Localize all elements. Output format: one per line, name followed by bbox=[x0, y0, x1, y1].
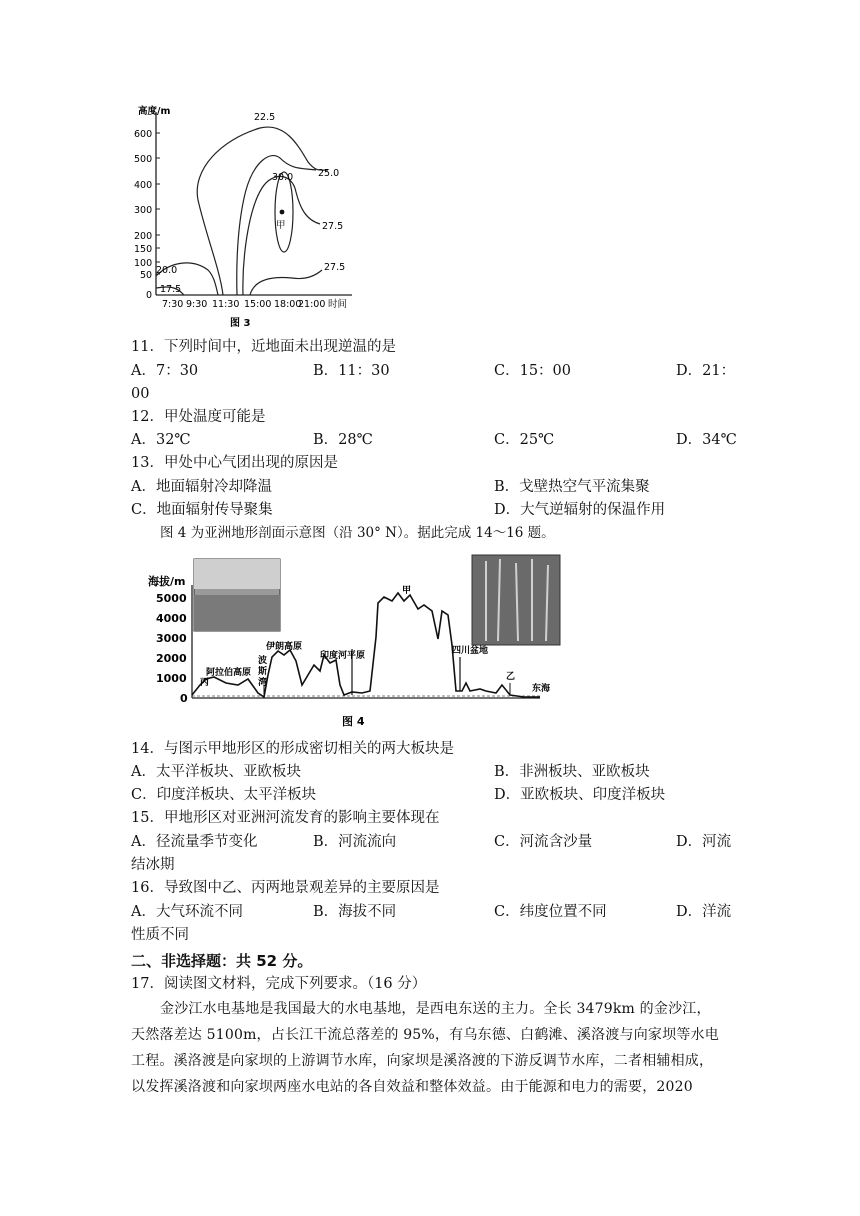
q13-option-a[interactable]: A．地面辐射冷却降温 bbox=[131, 479, 272, 495]
y-axis-title: 海拔/m bbox=[148, 575, 186, 588]
section-2-header: 二、非选择题：共 52 分。 bbox=[131, 952, 313, 970]
figure-4 bbox=[130, 545, 570, 735]
y-tick-200: 200 bbox=[134, 231, 153, 242]
q17-material-line-3: 工程。溪洛渡是向家坝的上游调节水库，向家坝是溪洛渡的下游反调节水库，二者相辅相成， bbox=[131, 1053, 714, 1069]
x-tick-0930: 9:30 bbox=[186, 299, 208, 310]
y-tick-0: 0 bbox=[146, 290, 153, 301]
q16-option-b[interactable]: B．海拔不同 bbox=[313, 904, 397, 920]
q12-stem: 12．甲处温度可能是 bbox=[131, 409, 266, 425]
contour-label-27-5-lower: 27.5 bbox=[324, 262, 346, 273]
y-tick-4000: 4000 bbox=[156, 612, 187, 625]
figure-3-caption: 图 3 bbox=[230, 318, 251, 329]
q12-option-d[interactable]: D．34℃ bbox=[676, 432, 737, 448]
y-tick-150: 150 bbox=[134, 244, 153, 255]
label-jia: 甲 bbox=[402, 586, 412, 596]
q16-stem: 16．导致图中乙、丙两地景观差异的主要原因是 bbox=[131, 880, 440, 896]
q13-option-d[interactable]: D．大气逆辐射的保温作用 bbox=[494, 502, 666, 518]
q16-option-a[interactable]: A．大气环流不同 bbox=[131, 904, 243, 920]
contour-label-25-0: 25.0 bbox=[318, 168, 340, 179]
q16-option-d-cont: 性质不同 bbox=[131, 927, 189, 943]
intro-14-16: 图 4 为亚洲地形剖面示意图（沿 30° N）。据此完成 14～16 题。 bbox=[160, 525, 555, 541]
x-tick-2100: 21:00 bbox=[298, 299, 326, 310]
x-axis-title: 时间 bbox=[328, 299, 348, 310]
q14-option-a[interactable]: A．太平洋板块、亚欧板块 bbox=[131, 764, 301, 780]
y-tick-600: 600 bbox=[134, 129, 153, 140]
label-bing: 丙 bbox=[200, 678, 210, 688]
point-jia-label: 甲 bbox=[276, 220, 286, 231]
q11-option-a[interactable]: A．7：30 bbox=[131, 363, 199, 379]
x-tick-1800: 18:00 bbox=[274, 299, 302, 310]
contour-label-17-5: 17.5 bbox=[160, 284, 182, 295]
y-axis-title: 高度/m bbox=[138, 106, 171, 117]
q15-option-c[interactable]: C．河流含沙量 bbox=[494, 834, 593, 850]
q16-option-c[interactable]: C．纬度位置不同 bbox=[494, 904, 607, 920]
label-iran-plateau: 伊朗高原 bbox=[266, 642, 303, 652]
q12-option-b[interactable]: B．28℃ bbox=[313, 432, 373, 448]
label-persian-1: 波 bbox=[258, 656, 268, 666]
contour-chart bbox=[120, 100, 390, 332]
q14-option-c[interactable]: C．印度洋板块、太平洋板块 bbox=[131, 787, 317, 803]
label-indus-plain: 印度河平原 bbox=[320, 651, 366, 661]
q15-option-b[interactable]: B．河流流向 bbox=[313, 834, 397, 850]
q13-stem: 13．甲处中心气团出现的原因是 bbox=[131, 455, 338, 471]
y-tick-100: 100 bbox=[134, 258, 153, 269]
q17-material-line-4: 以发挥溪洛渡和向家坝两座水电站的各自效益和整体效益。由于能源和电力的需要，2020 bbox=[131, 1079, 693, 1095]
q11-stem: 11．下列时间中，近地面未出现逆温的是 bbox=[131, 339, 396, 355]
y-tick-5000: 5000 bbox=[156, 592, 187, 605]
y-tick-50: 50 bbox=[140, 270, 153, 281]
point-jia-marker bbox=[280, 210, 285, 215]
q13-option-b[interactable]: B．戈壁热空气平流集聚 bbox=[494, 479, 650, 495]
label-arabia-plateau: 阿拉伯高原 bbox=[206, 668, 252, 678]
q15-stem: 15．甲地形区对亚洲河流发育的影响主要体现在 bbox=[131, 810, 440, 826]
q11-option-d[interactable]: D．21： bbox=[676, 363, 736, 379]
label-sichuan-basin: 四川盆地 bbox=[452, 646, 489, 656]
contour-label-30-0: 30.0 bbox=[272, 172, 294, 183]
q17-stem: 17．阅读图文材料，完成下列要求。（16 分） bbox=[131, 976, 427, 992]
q17-material-line-2: 天然落差达 5100m，占长江干流总落差的 95%，有乌东德、白鹤滩、溪洛渡与向家坝等水电 bbox=[131, 1027, 719, 1043]
label-east-sea: 东海 bbox=[532, 684, 551, 694]
terrain-profile bbox=[130, 545, 570, 735]
q15-option-a[interactable]: A．径流量季节变化 bbox=[131, 834, 258, 850]
q17-material-line-1: 金沙江水电基地是我国最大的水电基地，是西电东送的主力。全长 3479km 的金沙江， bbox=[160, 1001, 711, 1017]
label-persian-2: 斯 bbox=[258, 667, 268, 677]
q14-stem: 14．与图示甲地形区的形成密切相关的两大板块是 bbox=[131, 741, 454, 757]
q11-option-c[interactable]: C．15：00 bbox=[494, 363, 571, 379]
q14-option-b[interactable]: B．非洲板块、亚欧板块 bbox=[494, 764, 650, 780]
contour-label-27-5-upper: 27.5 bbox=[322, 221, 344, 232]
q11-option-b[interactable]: B．11：30 bbox=[313, 363, 390, 379]
contour-label-22-5: 22.5 bbox=[254, 112, 276, 123]
y-tick-3000: 3000 bbox=[156, 632, 187, 645]
q11-option-d-cont: 00 bbox=[131, 386, 150, 402]
y-tick-0: 0 bbox=[180, 692, 188, 705]
x-tick-0730: 7:30 bbox=[162, 299, 184, 310]
q12-option-c[interactable]: C．25℃ bbox=[494, 432, 555, 448]
x-tick-1500: 15:00 bbox=[244, 299, 272, 310]
label-yi: 乙 bbox=[506, 672, 516, 682]
q15-option-d-cont: 结冰期 bbox=[131, 857, 175, 873]
q12-option-a[interactable]: A．32℃ bbox=[131, 432, 191, 448]
y-tick-400: 400 bbox=[134, 180, 153, 191]
q15-option-d[interactable]: D．河流 bbox=[676, 834, 732, 850]
x-tick-1130: 11:30 bbox=[212, 299, 240, 310]
y-tick-500: 500 bbox=[134, 154, 153, 165]
y-tick-1000: 1000 bbox=[156, 672, 187, 685]
label-persian-3: 湾 bbox=[258, 678, 268, 688]
y-tick-300: 300 bbox=[134, 205, 153, 216]
q13-option-c[interactable]: C．地面辐射传导聚集 bbox=[131, 502, 273, 518]
figure-4-caption: 图 4 bbox=[342, 715, 365, 728]
figure-3 bbox=[120, 100, 390, 332]
y-tick-2000: 2000 bbox=[156, 652, 187, 665]
q14-option-d[interactable]: D．亚欧板块、印度洋板块 bbox=[494, 787, 666, 803]
contour-label-20-0: 20.0 bbox=[156, 265, 178, 276]
q16-option-d[interactable]: D．洋流 bbox=[676, 904, 732, 920]
